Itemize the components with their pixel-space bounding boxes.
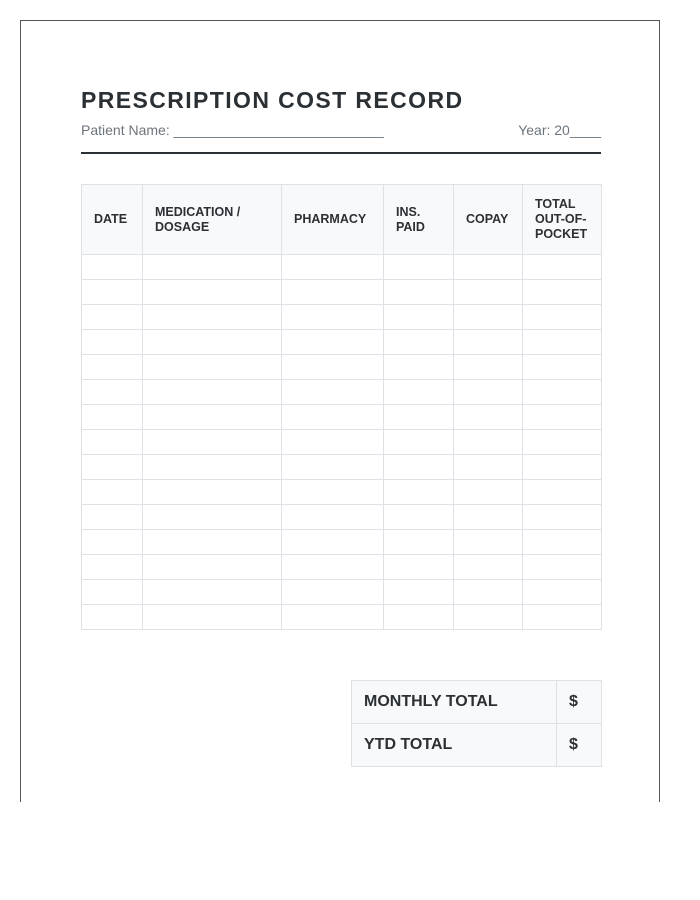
table-cell[interactable] (454, 280, 523, 305)
column-header-ins-paid: INS. PAID (384, 185, 454, 255)
table-cell[interactable] (282, 430, 384, 455)
table-cell[interactable] (82, 530, 143, 555)
column-header-pharmacy: PHARMACY (282, 185, 384, 255)
table-cell[interactable] (454, 355, 523, 380)
table-row (82, 405, 602, 430)
year-field[interactable]: Year: 20____ (518, 122, 601, 138)
table-cell[interactable] (384, 555, 454, 580)
totals-table (351, 680, 602, 767)
table-cell[interactable] (143, 480, 282, 505)
table-cell[interactable] (82, 280, 143, 305)
table-cell[interactable] (454, 305, 523, 330)
table-cell[interactable] (523, 605, 602, 630)
column-header-total: TOTAL OUT-OF-POCKET (523, 185, 602, 255)
table-cell[interactable] (384, 330, 454, 355)
table-cell[interactable] (454, 605, 523, 630)
table-cell[interactable] (82, 605, 143, 630)
ytd-total-row (352, 724, 602, 767)
table-cell[interactable] (282, 280, 384, 305)
table-cell[interactable] (282, 405, 384, 430)
table-cell[interactable] (143, 330, 282, 355)
table-cell[interactable] (282, 530, 384, 555)
table-cell[interactable] (454, 580, 523, 605)
table-cell[interactable] (523, 330, 602, 355)
table-cell[interactable] (143, 605, 282, 630)
table-cell[interactable] (282, 380, 384, 405)
table-cell[interactable] (454, 255, 523, 280)
monthly-total-label: MONTHLY TOTAL (352, 681, 557, 724)
table-cell[interactable] (82, 580, 143, 605)
table-cell[interactable] (82, 305, 143, 330)
table-cell[interactable] (82, 355, 143, 380)
table-row (82, 530, 602, 555)
table-header-row (82, 185, 602, 255)
table-cell[interactable] (454, 380, 523, 405)
table-row (82, 380, 602, 405)
table-cell[interactable] (143, 530, 282, 555)
table-cell[interactable] (282, 305, 384, 330)
table-cell[interactable] (384, 430, 454, 455)
table-cell[interactable] (454, 555, 523, 580)
table-cell[interactable] (82, 480, 143, 505)
table-cell[interactable] (523, 530, 602, 555)
table-row (82, 330, 602, 355)
column-header-copay: COPAY (454, 185, 523, 255)
table-row (82, 555, 602, 580)
table-cell[interactable] (523, 405, 602, 430)
table-cell[interactable] (454, 405, 523, 430)
table-row (82, 580, 602, 605)
monthly-total-row (352, 681, 602, 724)
table-row (82, 280, 602, 305)
form-page (20, 20, 660, 802)
table-cell[interactable] (82, 430, 143, 455)
table-cell[interactable] (82, 505, 143, 530)
table-cell[interactable] (384, 255, 454, 280)
table-cell[interactable] (282, 455, 384, 480)
table-cell[interactable] (454, 455, 523, 480)
table-cell[interactable] (384, 455, 454, 480)
table-cell[interactable] (384, 505, 454, 530)
table-row (82, 355, 602, 380)
table-row (82, 480, 602, 505)
table-cell[interactable] (523, 380, 602, 405)
table-row (82, 255, 602, 280)
table-cell[interactable] (143, 455, 282, 480)
table-cell[interactable] (384, 480, 454, 505)
table-cell[interactable] (82, 255, 143, 280)
table-cell[interactable] (143, 405, 282, 430)
table-cell[interactable] (143, 505, 282, 530)
table-cell[interactable] (523, 280, 602, 305)
table-cell[interactable] (454, 530, 523, 555)
table-cell[interactable] (384, 280, 454, 305)
table-cell[interactable] (82, 380, 143, 405)
table-cell[interactable] (523, 355, 602, 380)
table-cell[interactable] (384, 355, 454, 380)
table-cell[interactable] (523, 455, 602, 480)
table-cell[interactable] (454, 505, 523, 530)
prescription-log-table (81, 184, 602, 630)
table-cell[interactable] (384, 380, 454, 405)
table-row (82, 505, 602, 530)
table-cell[interactable] (384, 305, 454, 330)
column-header-date: DATE (82, 185, 143, 255)
table-cell[interactable] (454, 330, 523, 355)
header-divider (81, 152, 601, 154)
table-cell[interactable] (282, 255, 384, 280)
table-cell[interactable] (82, 455, 143, 480)
table-cell[interactable] (82, 330, 143, 355)
table-cell[interactable] (523, 505, 602, 530)
table-cell[interactable] (282, 330, 384, 355)
monthly-total-value[interactable]: $ (557, 681, 602, 724)
table-cell[interactable] (143, 355, 282, 380)
column-header-medication: MEDICATION / DOSAGE (143, 185, 282, 255)
form-meta-row (81, 122, 601, 140)
page-title: PRESCRIPTION COST RECORD (81, 87, 464, 113)
table-row (82, 455, 602, 480)
table-cell[interactable] (282, 605, 384, 630)
table-cell[interactable] (143, 430, 282, 455)
table-cell[interactable] (143, 580, 282, 605)
table-cell[interactable] (523, 255, 602, 280)
table-cell[interactable] (454, 430, 523, 455)
table-cell[interactable] (143, 280, 282, 305)
table-cell[interactable] (282, 580, 384, 605)
table-cell[interactable] (82, 405, 143, 430)
table-cell[interactable] (523, 305, 602, 330)
table-cell[interactable] (384, 580, 454, 605)
table-body (82, 255, 602, 630)
table-cell[interactable] (384, 530, 454, 555)
table-cell[interactable] (454, 480, 523, 505)
table-cell[interactable] (523, 555, 602, 580)
table-cell[interactable] (523, 580, 602, 605)
ytd-total-value[interactable]: $ (557, 724, 602, 767)
table-cell[interactable] (384, 605, 454, 630)
table-cell[interactable] (143, 255, 282, 280)
table-row (82, 605, 602, 630)
table-cell[interactable] (282, 505, 384, 530)
table-cell[interactable] (282, 555, 384, 580)
table-row (82, 305, 602, 330)
table-cell[interactable] (384, 405, 454, 430)
table-row (82, 430, 602, 455)
table-cell[interactable] (282, 480, 384, 505)
table-cell[interactable] (143, 380, 282, 405)
table-cell[interactable] (282, 355, 384, 380)
ytd-total-label: YTD TOTAL (352, 724, 557, 767)
table-cell[interactable] (82, 555, 143, 580)
table-cell[interactable] (143, 305, 282, 330)
table-cell[interactable] (523, 430, 602, 455)
patient-name-field[interactable]: Patient Name: ___________________________ (81, 122, 384, 138)
table-cell[interactable] (523, 480, 602, 505)
table-cell[interactable] (143, 555, 282, 580)
